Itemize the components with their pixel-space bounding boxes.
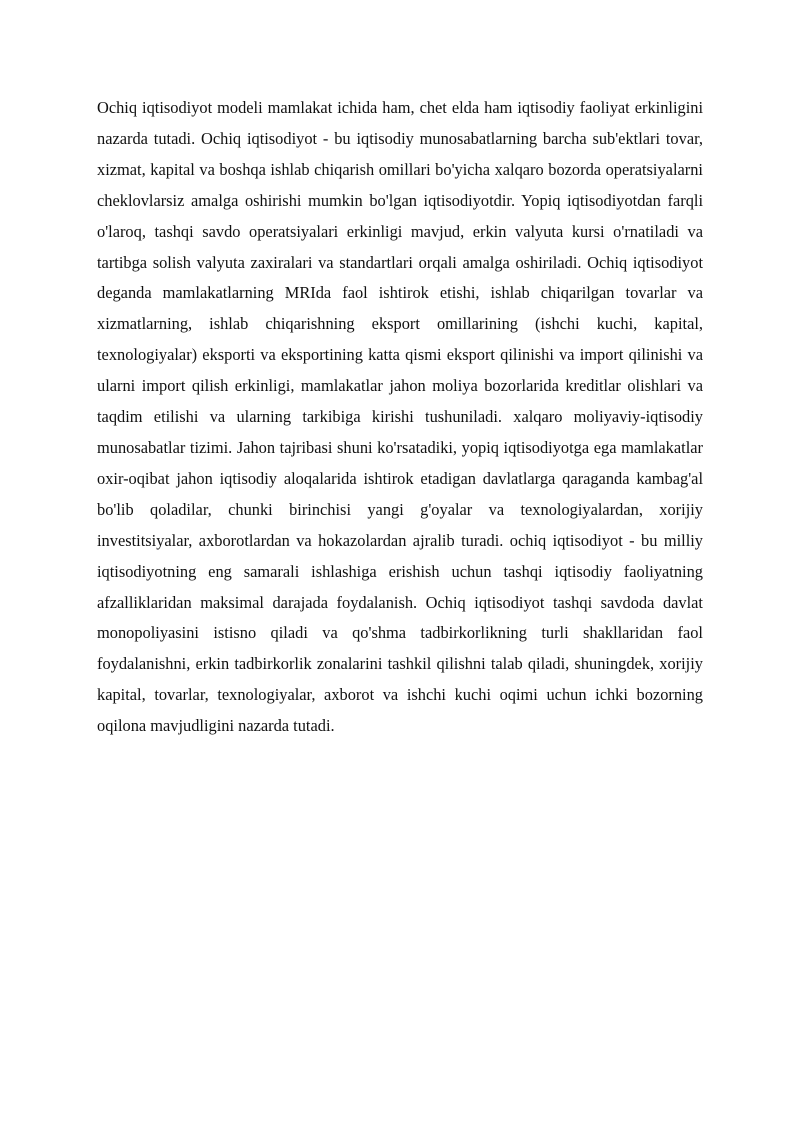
body-paragraph: Ochiq iqtisodiyot modeli mamlakat ichida ham, chet elda ham iqtisodiy faoliyat erkinligini nazarda tutadi. Ochiq iqtisodiyot - bu iqtisodiy munosabatlarning barcha sub'ektlari tovar, xizmat, kapital va boshqa ishlab chiqarish omillari bo'yicha xalqaro bozorda operatsiyalarni cheklovlarsiz amalga oshirishi mumkin bo'lgan iqtisodiyotdir. Yopiq iqtisodiyotdan farqli o'laroq, tashqi savdo operatsiyalari erkinligi mavjud, erkin valyuta kursi o'rnatiladi va tartibga solish valyuta zaxiralari va standartlari orqali amalga oshiriladi. Ochiq iqtisodiyot deganda mamlakatlarning MRIda faol ishtirok etishi, ishlab chiqarilgan tovarlar va xizmatlarning, ishlab chiqarishning eksport omillarining (ishchi kuchi, kapital, texnologiyalar) eksporti va eksportining katta qismi eksport qilinishi va import qilinishi va ularni import qilish erkinligi, mamlakatlar jahon moliya bozorlarida kreditlar olishlari va taqdim etilishi va ularning tarkibiga kirishi tushuniladi. xalqaro moliyaviy-iqtisodiy munosabatlar tizimi. Jahon tajribasi shuni ko'rsatadiki, yopiq iqtisodiyotga ega mamlakatlar oxir-oqibat jahon iqtisodiy aloqalarida ishtirok etadigan davlatlarga qaraganda kambag'al bo'lib qoladilar, chunki birinchisi yangi g'oyalar va texnologiyalardan, xorijiy investitsiyalar, axborotlardan va hokazolardan ajralib turadi. ochiq iqtisodiyot - bu milliy iqtisodiyotning eng samarali ishlashiga erishish uchun tashqi iqtisodiy faoliyatning afzalliklaridan maksimal darajada foydalanish. Ochiq iqtisodiyot tashqi savdoda davlat monopoliyasini istisno qiladi va qo'shma tadbirkorlikning turli shakllaridan faol foydalanishni, erkin tadbirkorlik zonalarini tashkil qilishni talab qiladi, shuningdek, xorijiy kapital, tovarlar, texnologiyalar, axborot va ishchi kuchi oqimi uchun ichki bozorning oqilona mavjudligini nazarda tutadi. bbox=[97, 98, 703, 736]
